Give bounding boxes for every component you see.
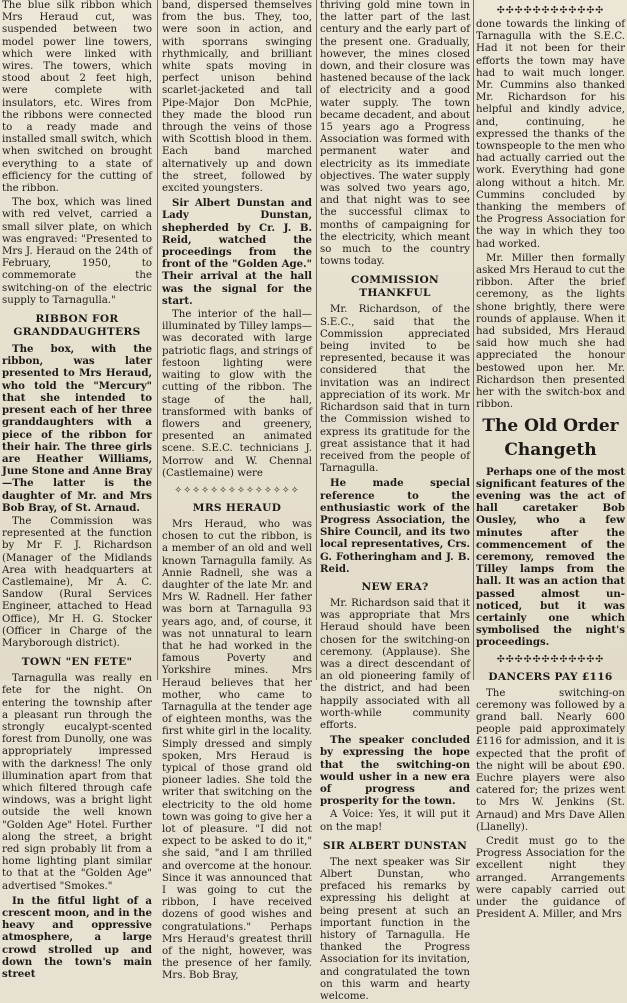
paragraph: thriving gold mine town in the latter part of the last century and the early part of the present one. Gradually, however, the mines closed down, and their closure was hastened because of the lack of electricity and a good water supply. The town became decadent, and about 15 years ago a Progress Association was formed with permanent water and electricity as its immediate objectives. The water supply was solved two years ago, and that night was to see the successful climax to months of campaigning for the electricity, which meant so much to the country towns today. (320, 0, 470, 268)
ornament-divider: ✣✣✣✣✣✣✣✣✣✣✣✣ (496, 653, 605, 665)
paragraph: A Voice: Yes, it will put it on the map! (320, 809, 470, 833)
subheading: RIBBON FOR GRANDDAUGHTERS (13, 313, 141, 339)
column-3 (320, 0, 470, 1003)
paragraph: Credit must go to the Progress Association for the excellent night they arranged. Arrangements were capably carried out under the guidance of President A. Miller, and Mrs (476, 835, 625, 921)
column-1 (2, 0, 152, 981)
paragraph: The next speaker was Sir Albert Dunstan, who prefaced his remarks by expressing his delight at being present at such an important function in the history of Tarnagulla. He thanked the Progress Association for its invitation, and congratulated the town on this warm and hearty welcome. (320, 856, 470, 1003)
paragraph: Mr. Richardson said that it was appropriate that Mrs Heraud should have been chosen for the switching-on ceremony. (Applause). She was a direct descendant of an old pioneering family of the district, and had been happily associated with all worth-while community efforts. (320, 597, 470, 731)
paragraph: The speaker concluded by expressing the hope that the switching-on would usher in a new era of progress and prosperity for the town. (320, 734, 470, 808)
subheading: NEW ERA? (361, 580, 429, 593)
paragraph: The box, with the ribbon, was later presented to Mrs Heraud, who told the "Mercury" that she intended to present each of her three granddaughters with a piece of the ribbon for their hair. The three girls are Heather Williams, June Stone and Anne Bray—The latter is the daughter of Mr. and Mrs Bob Bray, of St. Arnaud. (2, 343, 152, 514)
paragraph: The blue silk ribbon which Mrs Heraud cut, was suspended between two model power line towers, which were linked with wires. The towers, which stood about 2 feet high, were complete with insulators, etc. Wires from the ribbons were connected to a ready made and installed small switch, which when switched on brought everything to a state of efficiency for the cutting of the ribbon. (2, 0, 152, 195)
subheading: SIR ALBERT DUNSTAN (322, 839, 468, 852)
paragraph: band, dispersed themselves from the bus. They, too, were soon in action, and with sporrans swinging rhythmically, and brilliant white spats moving in perfect unison behind scarlet-jacketed and tall Pipe-Major Don McPhie, they made the blood run through the veins of those with Scottish blood in them. Each band marched alternatively up and down the street, followed by excited youngsters. (162, 0, 312, 195)
paragraph: The interior of the hall—illuminated by Tilley lamps—was decorated with large patriotic flags, and strings of festoon lighting were waiting to glow with the cutting of the ribbon. The stage of the hall, transformed with banks of flowers and greenery, presented an animated scene. S.E.C. technicians J. Morrow and W. Chennal (Castlemaine) were (162, 309, 312, 479)
paragraph: Tarnagulla was really en fete for the night. On entering the township after a pleasant run through the strongly eucalypt-scented forest from Dunolly, one was appropriately impressed with the darkness! The only illumination apart from that which filtered through cafe windows, was a bright light outside the well known "Golden Age" Hotel. Further along the street, a bright red sign probably lit from a home lighting plant similar to that at the "Golden Age" advertised "Smokes." (2, 673, 152, 892)
subheading: COMMISSION THANKFUL (350, 274, 439, 300)
paragraph: The box, which was lined with red velvet, carried a small silver plate, on which was engraved: "Presented to Mrs J. Heraud on the 24th of February, 1950, to commemorate the switching-on of the electric supply to Tarnagulla." (2, 197, 152, 306)
paragraph: done towards the linking of Tarnagulla with the S.E.C. Had it not been for their efforts the town may have had to wait much longer. Mr. Cummins also thanked Mr. Richardson for his helpful and kindly advice, and, continuing, he expressed the thanks of the townspeople to the men who had actually carried out the work. Everything had gone along without a hitch. Mr. Cummins concluded by thanking the members of the Progress Association for the way in which they too had worked. (476, 19, 625, 250)
column-rule (157, 0, 158, 680)
subheading: MRS HERAUD (192, 501, 282, 514)
subheading: DANCERS PAY £116 (488, 670, 613, 683)
ornament-divider: ✣✣✣✣✣✣✣✣✣✣✣✣ (496, 5, 605, 16)
paragraph: Mrs Heraud, who was chosen to cut the ribbon, is a member of an old and well known Tarnagulla family. As Annie Radnell, she was a daughter of the late Mr. and Mrs W. Radnell. Her father was born at Tarnagulla 93 years ago, and, of course, it was not unnatural to learn that he had worked in the famous Poverty and Yorkshire mines. Mrs Heraud believes that her mother, who came to Tarnagulla at the tender age of eighteen months, was the first white girl in the locality. Simply dressed and simply spoken, Mrs Heraud is typical of those grand old pioneer ladies. She told the writer that switching on the electricity to the old home town was going to give her a lot of pleasure. "I did not expect to be asked to do it," she said, "and I am thrilled and overcome at the honour. Since it was announced that I was going to cut the ribbon, I have received dozens of good wishes and congratulations." Perhaps Mrs Heraud's greatest thrill of the night, however, was the presence of her family. Mrs. Bob Bray, (162, 518, 312, 982)
column-4 (476, 0, 625, 921)
column-rule (316, 0, 317, 680)
paragraph: Mr. Richardson, of the S.E.C., said that the Commission appreciated being invited to be represented, because it was considered that the invitation was an indirect appreciation of its work. Mr Richardson said that in turn the Commission wished to express its gratitude for the great assistance that it had received from the people of Tarnagulla. (320, 304, 470, 475)
paragraph: The switching-on ceremony was followed by a grand ball. Nearly 600 people paid approximately £116 for admission, and it is expected that the profit of the night will be about £90. Euchre players were also catered for; the prizes went to Mrs W. Jenkins (St. Arnaud) and Mrs Dave Allen (Llanelly). (476, 687, 625, 833)
subheading: TOWN "EN FETE" (21, 656, 133, 669)
column-rule (473, 0, 474, 680)
section-title: The Old Order Changeth (482, 415, 619, 460)
paragraph: He made special reference to the enthusiastic work of the Progress Association, the Shire Council, and its two local representatives, Crs. G. Fotheringham and J. B. Reid. (320, 477, 470, 575)
ornament-divider: ✧✧✧✧✧✧✧✧✧✧✧✧✧✧ (174, 484, 300, 496)
paragraph: The Commission was represented at the function by Mr F. J. Richardson (Manager of the Midlands Area with headquarters at Castlemaine), Mr A. C. Sandow (Rural Services Engineer, attached to Head Office), Mr H. G. Stocker (Officer in Charge of the Maryborough district). (2, 515, 152, 649)
paragraph: In the fitful light of a crescent moon, and in the heavy and oppressive atmosphere, a large crowd strolled up and down the town's main street (2, 894, 152, 981)
paragraph: Mr. Miller then formally asked Mrs Heraud to cut the ribbon. After the brief ceremony, as the lights shone brightly, there were rounds of applause. When it had subsided, Mrs Heraud said how much she had appreciated the honour bestowed upon her. Mr. Richardson then presented her with the switch-box and ribbon. (476, 252, 625, 411)
paragraph: Sir Albert Dunstan and Lady Dunstan, shepherded by Cr. J. B. Reid, watched the proceedings from the front of the "Golden Age." Their arrival at the hall was the signal for the start. (162, 197, 312, 307)
paragraph: Perhaps one of the most significant features of the evening was the act of hall caretaker Bob Ousley, who a few minutes after the commencement of the ceremony, removed the Tilley lamps from the hall. It was an action that passed almost un-noticed, but it was certainly one which symbolised the night's proceedings. (476, 465, 625, 649)
column-2 (162, 0, 312, 982)
